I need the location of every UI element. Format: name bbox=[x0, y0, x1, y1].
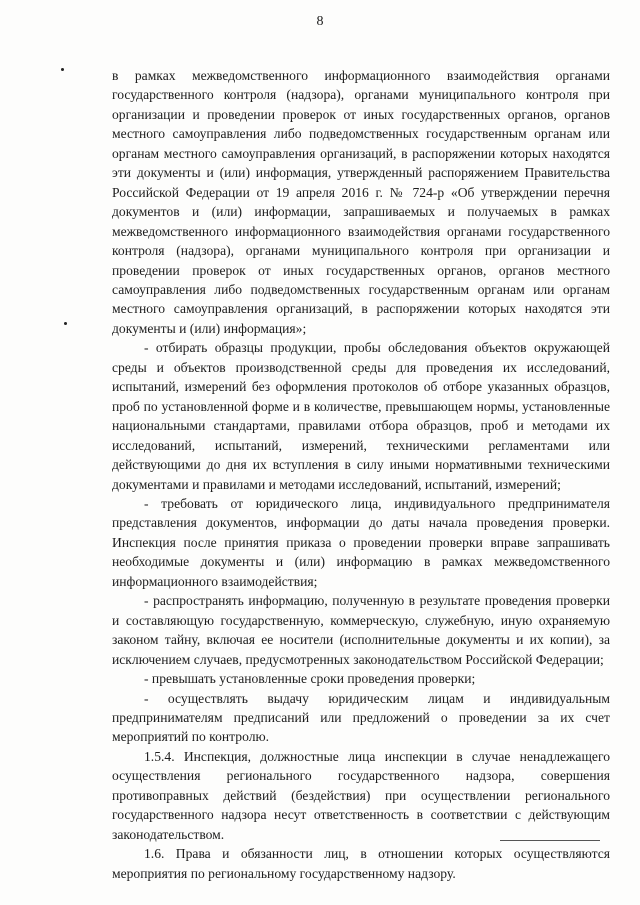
paragraph-section-1-6: 1.6. Права и обязанности лиц, в отношении которых осуществляются мероприятия по региональному государственному надзору. bbox=[112, 846, 610, 881]
paragraph-prescriptions: - осуществлять выдачу юридическим лицам и индивидуальным предпринимателям предписаний или предложений о проведении за их счет мероприятий по контролю. bbox=[112, 690, 610, 745]
paragraph-section-1-5-4: 1.5.4. Инспекция, должностные лица инспекции в случае ненадлежащего осуществления регионального государственного надзора, совершения противоправных действий (бездействия) при осуществлении регионального государственного надзора несут ответственность в соответствии с действующим законодательством. bbox=[112, 748, 610, 842]
paragraph-sampling: - отбирать образцы продукции, пробы обследования объектов окружающей среды и объектов производственной среды для проведения их исследований, испытаний, измерений без оформления протоколов об отборе указанных образцов, проб по установленной форме и в количестве, превышающем нормы, установленные национальными стандартами, правилами отбора образцов, проб и методами их исследований, испытаний, измерений, техническими регламентами или действующими до дня их вступления в силу иными нормативными техническими документами и правилами и методами исследований, испытаний, измерений; bbox=[112, 340, 610, 492]
margin-dot-mark bbox=[64, 322, 67, 325]
paragraph-confidential-info: - распространять информацию, полученную в результате проведения проверки и составляющую государственную, коммерческую, служебную, иную охраняемую законом тайну, включая ее носители (исполнительные документы и их копии), за исключением случаев, предусмотренных законодательством Российской Федерации; bbox=[112, 593, 610, 667]
page-number: 8 bbox=[316, 14, 324, 29]
paragraph-deadlines: - превышать установленные сроки проведения проверки; bbox=[144, 671, 476, 687]
margin-dot-mark bbox=[61, 68, 64, 71]
underline-mark bbox=[500, 840, 600, 841]
document-body bbox=[112, 66, 610, 883]
paragraph-documents-request: - требовать от юридического лица, индивидуального предпринимателя представления документов, информации до даты начала проведения проверки. Инспекция после принятия приказа о проведении проверки вправе запрашивать необходимые документы и (или) информацию в рамках межведомственного информационного взаимодействия; bbox=[112, 495, 610, 589]
paragraph-continuation: в рамках межведомственного информационного взаимодействия органами государственного контроля (надзора), органами муниципального контроля при организации и проведении проверок от иных государственных органов, органов местного самоуправления либо подведомственных государственным органам или органам местного самоуправления организаций, в распоряжении которых находятся эти документы и (или) информация, утвержденный распоряжением Правительства Российской Федерации от 19 апреля 2016 г. № 724-р «Об утверждении перечня документов и (или) информации, запрашиваемых и получаемых в рамках межведомственного информационного взаимодействия органами государственного контроля (надзора), органами муниципального контроля при организации и проведении проверок от иных государственных органов, органов местного самоуправления либо подведомственных государственным органам или органам местного самоуправления организаций, в распоряжении которых находятся эти документы и (или) информация»; bbox=[112, 68, 610, 336]
